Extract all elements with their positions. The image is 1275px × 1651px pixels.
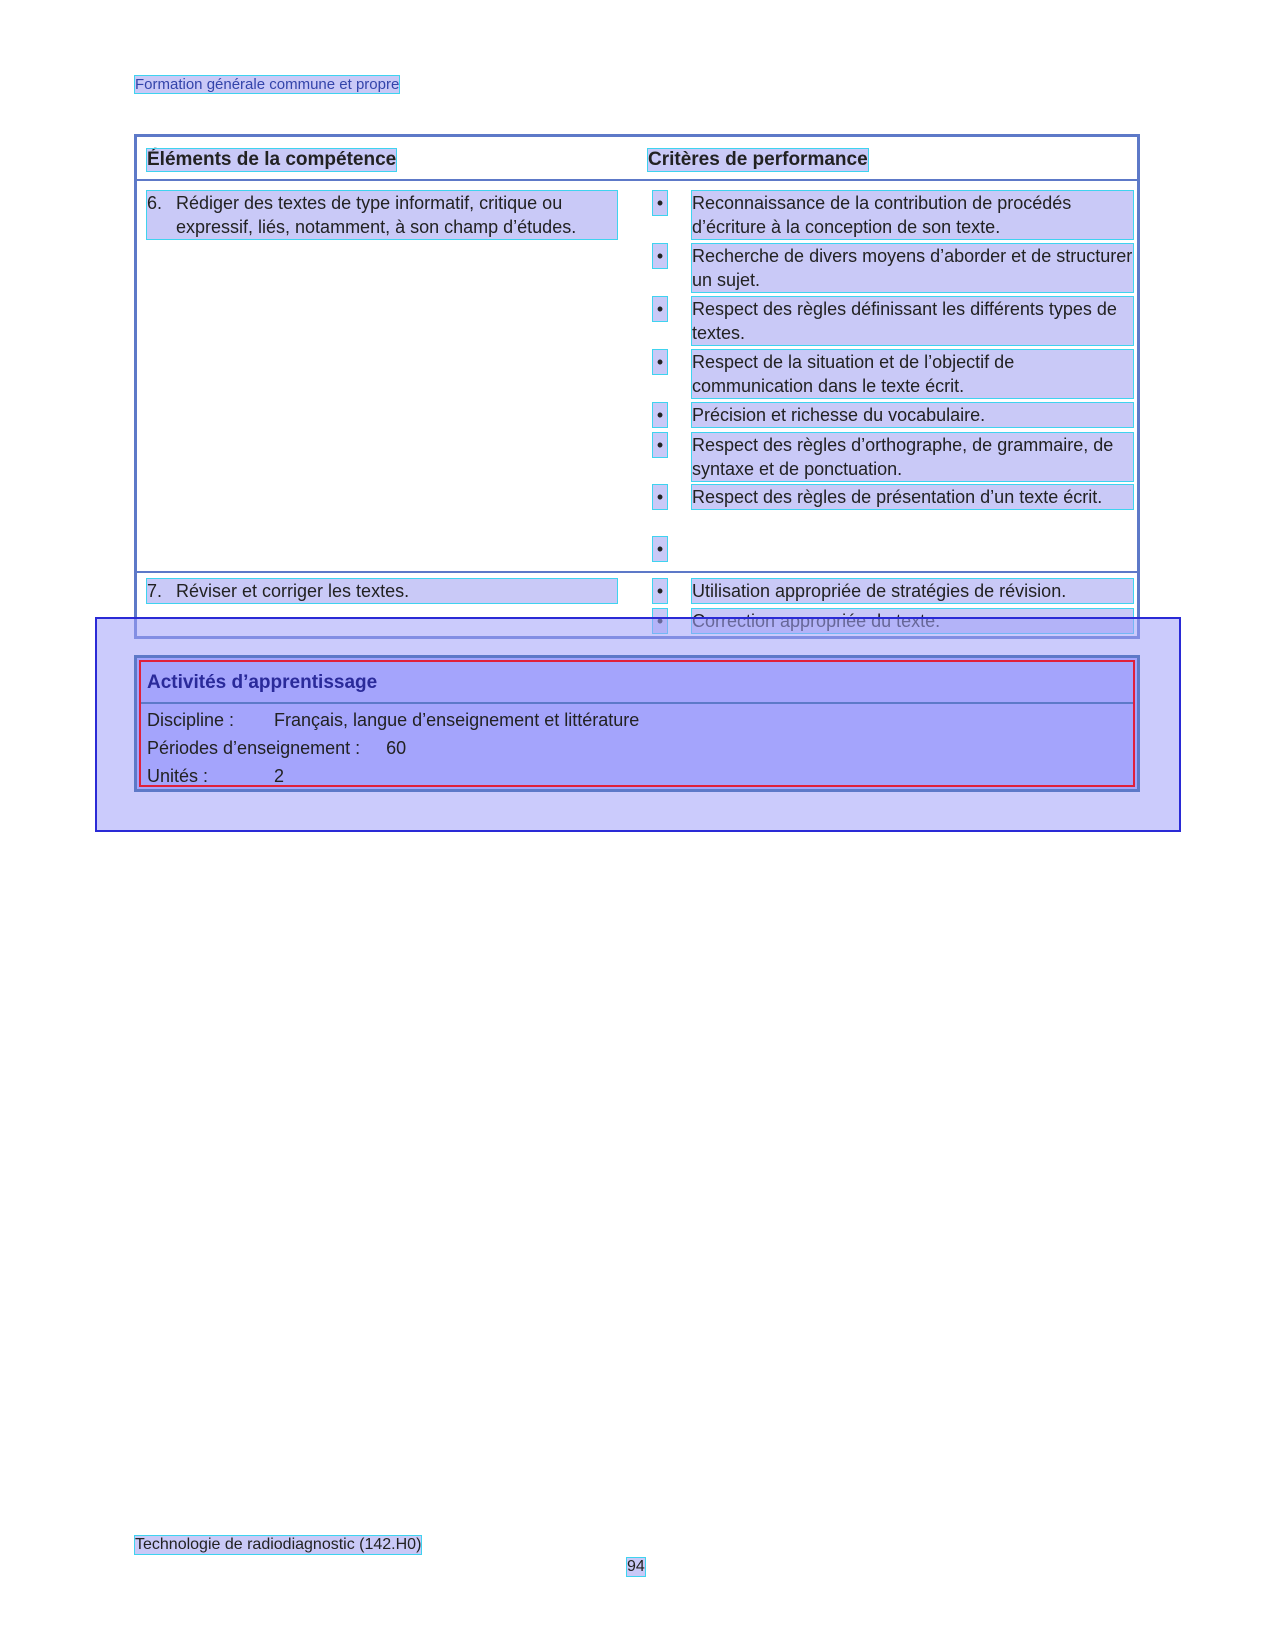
criterion-text: Recherche de divers moyens d’aborder et de structurer un sujet. (692, 246, 1133, 290)
criterion-text: Utilisation appropriée de stratégies de révision. (692, 579, 1133, 603)
periods-line (147, 738, 406, 759)
list-item (653, 244, 1133, 292)
page-header: Formation générale commune et propre (135, 76, 400, 93)
table-header-row (137, 137, 1137, 181)
list-item (653, 191, 1133, 239)
page-footer: Technologie de radiodiagnostic (142.H0) (135, 1536, 422, 1553)
element-text: Réviser et corriger les textes. (176, 581, 410, 601)
list-item (653, 433, 1133, 481)
criterion-text: Précision et richesse du vocabulaire. (692, 403, 1133, 427)
column-header-elements: Éléments de la compétence (147, 149, 397, 170)
discipline-label: Discipline : (147, 710, 235, 730)
activities-frame (139, 660, 1135, 787)
bullet-icon: • (653, 537, 667, 561)
bullet-icon: • (653, 403, 667, 427)
periods-value: 60 (386, 738, 407, 758)
list-item (653, 297, 1133, 345)
units-label: Unités : (147, 766, 209, 786)
periods-label: Périodes d’enseignement : (147, 738, 361, 758)
bullet-icon: • (653, 579, 667, 603)
discipline-line (147, 710, 639, 731)
bullet-icon: • (653, 433, 667, 457)
list-item (653, 350, 1133, 398)
activities-divider (141, 702, 1133, 704)
element-number: 6. (147, 193, 163, 213)
bullet-icon: • (653, 191, 667, 215)
page-number: 94 (627, 1558, 645, 1575)
bullet-icon: • (653, 485, 667, 509)
bullet-icon: • (653, 244, 667, 268)
element-number: 7. (147, 581, 163, 601)
units-line (147, 766, 284, 787)
criterion-text: Respect des règles définissant les différents types de textes. (692, 297, 1133, 345)
column-header-criteria: Critères de performance (648, 149, 868, 170)
activities-title: Activités d’apprentissage (147, 672, 378, 693)
discipline-value: Français, langue d’enseignement et littérature (274, 710, 640, 730)
criteria-list (137, 181, 1137, 571)
list-item (653, 485, 1133, 509)
bullet-icon: • (653, 297, 667, 321)
element-text: Rédiger des textes de type informatif, critique ou expressif, liés, notamment, à son champ d’études. (176, 193, 577, 237)
criterion-text: Respect des règles d’orthographe, de grammaire, de syntaxe et de ponctuation. (692, 433, 1133, 481)
list-item (653, 403, 1133, 427)
units-value: 2 (274, 766, 285, 786)
competence-table (134, 134, 1140, 639)
criterion-text: Respect de la situation et de l’objectif de communication dans le texte écrit. (692, 350, 1133, 398)
bullet-icon: • (653, 350, 667, 374)
activities-table (134, 655, 1140, 792)
criterion-text: Reconnaissance de la contribution de procédés d’écriture à la conception de son texte. (692, 191, 1133, 239)
criterion-text: Respect des règles de présentation d’un texte écrit. (692, 485, 1133, 509)
list-item (653, 579, 1133, 603)
table-row (137, 181, 1137, 573)
